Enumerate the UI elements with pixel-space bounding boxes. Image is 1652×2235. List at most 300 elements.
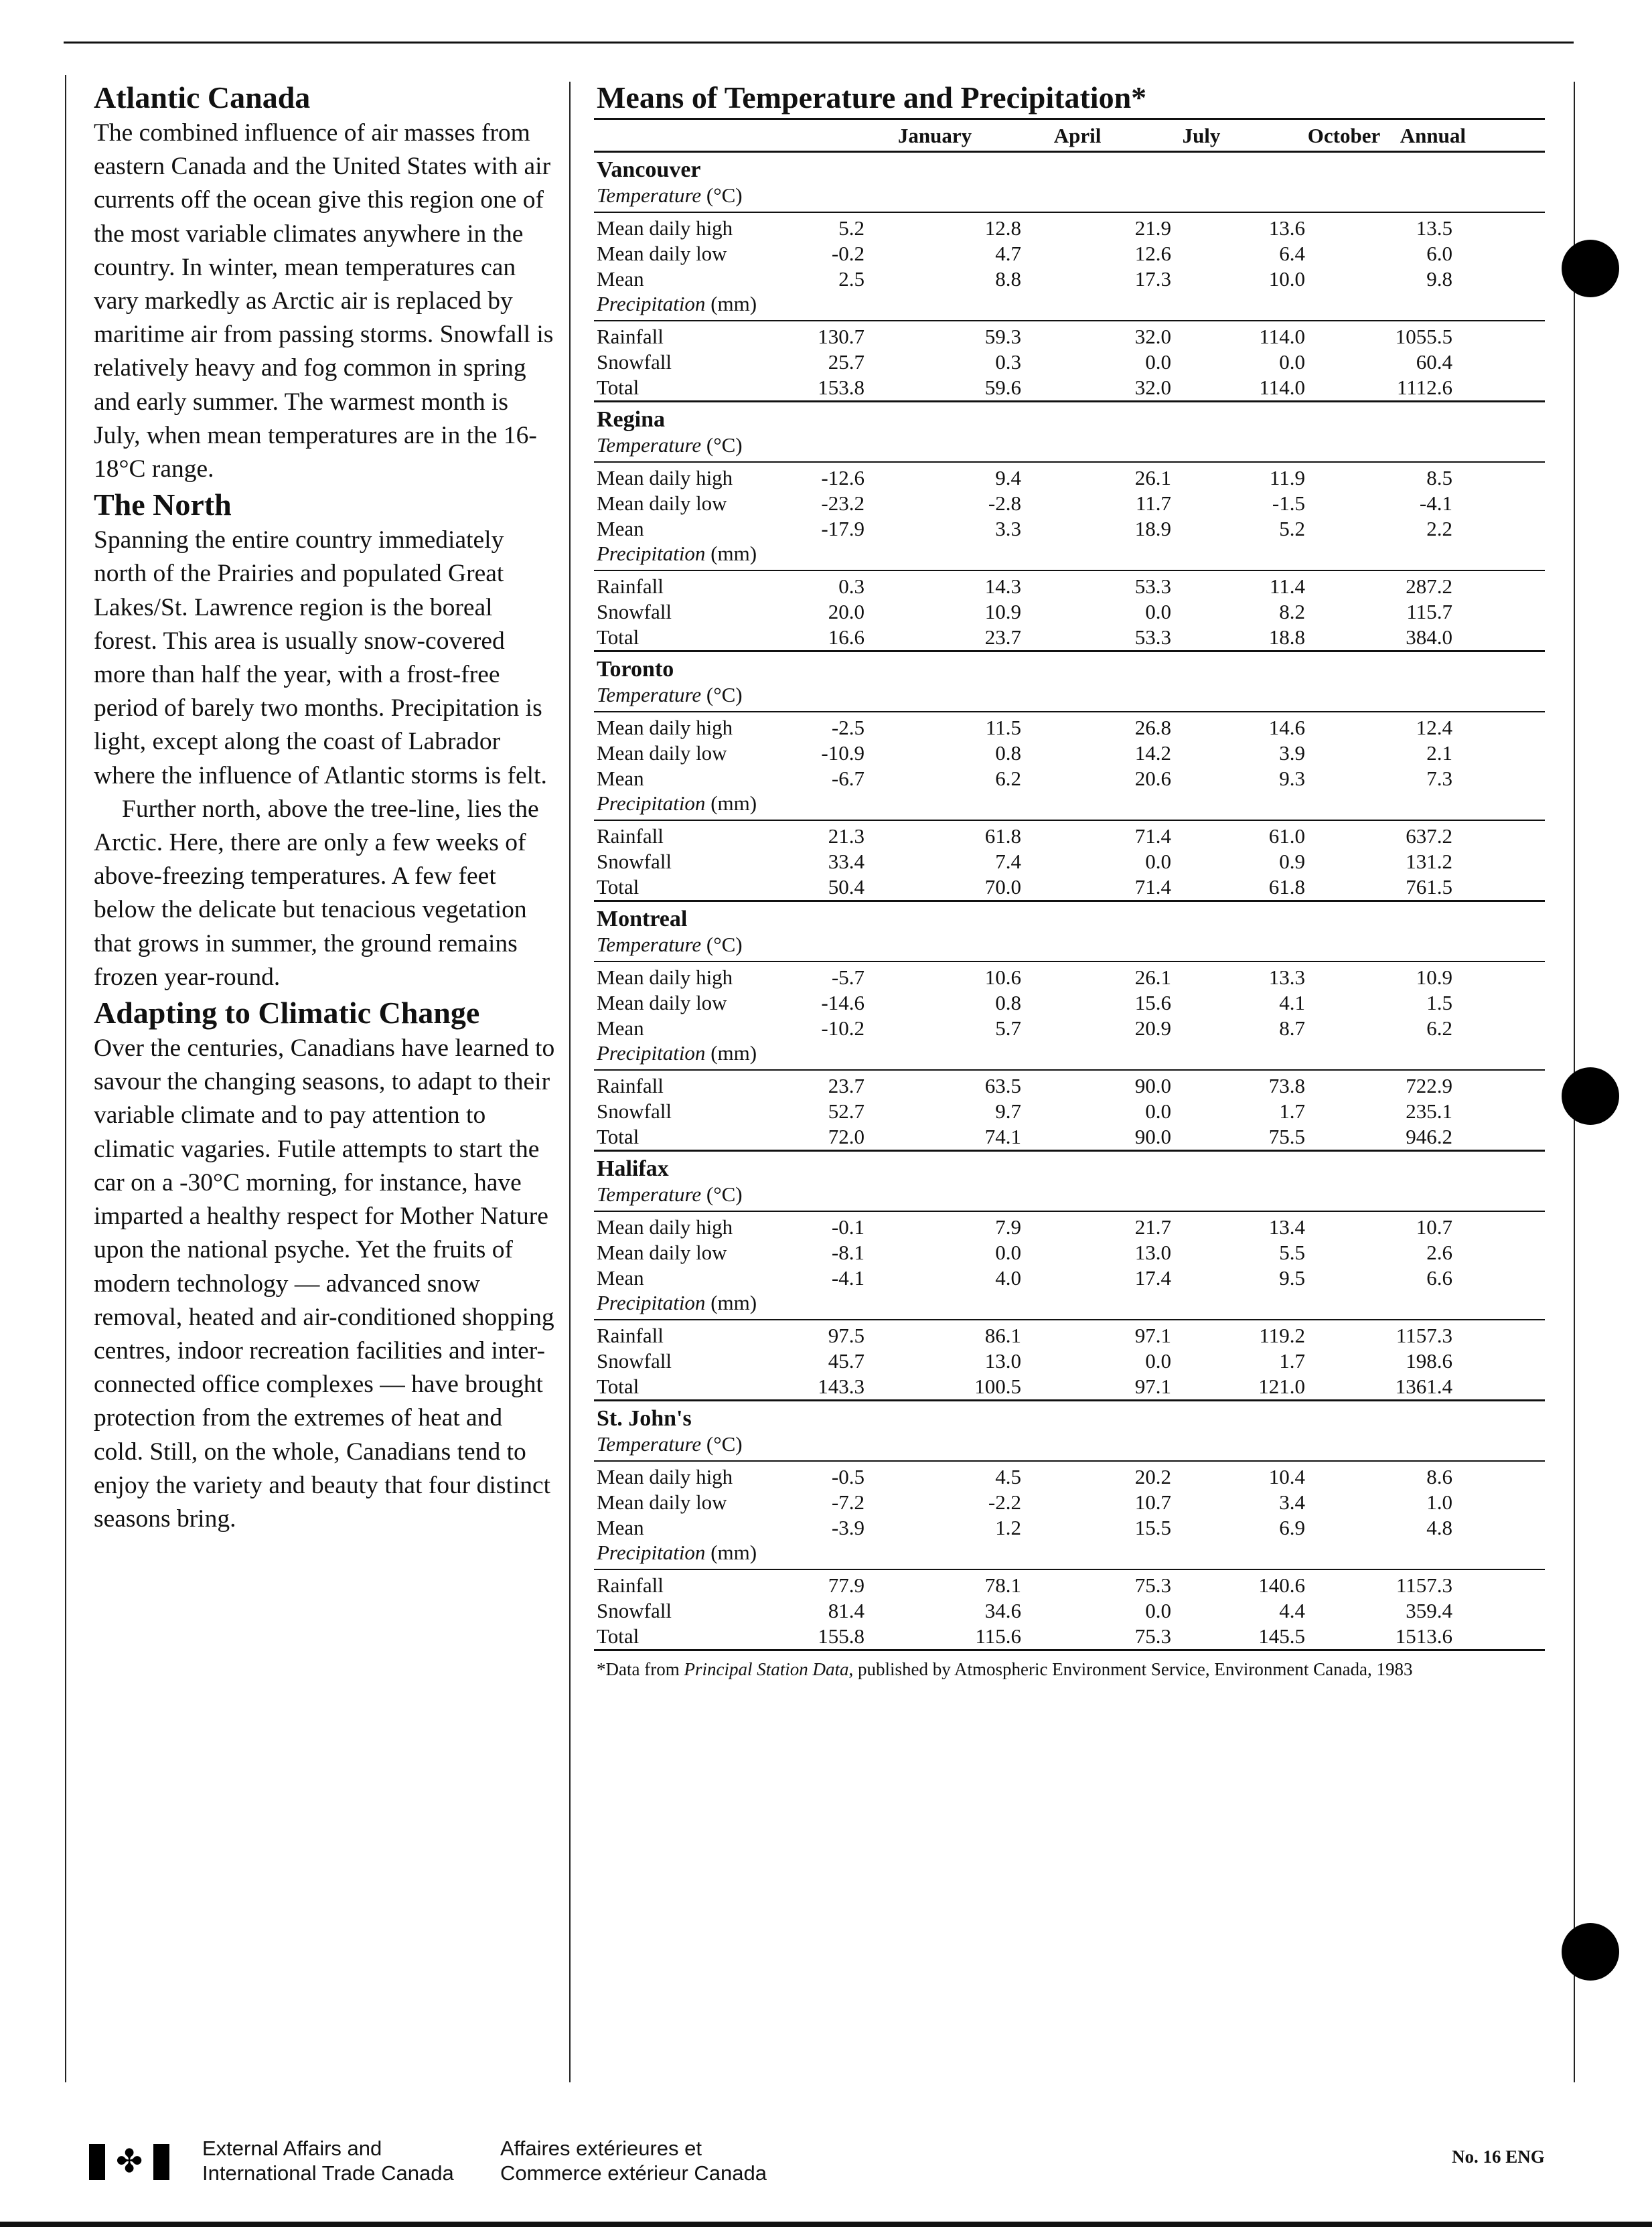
table-cell: 12.4 <box>1416 716 1452 739</box>
table-cell: 637.2 <box>1406 824 1452 848</box>
temperature-unit: (°C) <box>706 1432 743 1456</box>
table-row <box>594 324 1545 350</box>
precipitation-unit: (mm) <box>710 292 757 315</box>
table-cell: 0.3 <box>838 574 865 598</box>
temperature-unit: (°C) <box>706 183 743 207</box>
precipitation-unit: (mm) <box>710 1041 757 1065</box>
row-label: Mean daily high <box>597 716 733 739</box>
department-en-line-1: External Affairs and <box>202 2137 382 2160</box>
precipitation-subheading <box>597 292 1545 316</box>
row-label: Mean daily low <box>597 491 727 515</box>
table-cell: 14.3 <box>984 574 1021 598</box>
table-cell: 73.8 <box>1268 1074 1305 1097</box>
table-cell: 17.3 <box>1134 267 1171 291</box>
table-cell: 8.7 <box>1279 1016 1305 1040</box>
table-cell: 20.6 <box>1134 767 1171 790</box>
table-cell: 115.6 <box>975 1624 1021 1648</box>
precipitation-group <box>594 1069 1545 1150</box>
logo-left-bar <box>89 2144 105 2180</box>
binder-hole-top <box>1562 240 1619 297</box>
table-cell: 13.6 <box>1268 216 1305 240</box>
column-divider <box>569 82 571 2082</box>
table-row <box>594 715 1545 741</box>
row-label: Snowfall <box>597 850 672 873</box>
temperature-unit: (°C) <box>706 933 743 956</box>
table-cell: 153.8 <box>818 376 865 399</box>
table-row <box>594 375 1545 400</box>
temperature-group <box>594 212 1545 292</box>
temperature-subheading <box>597 683 1545 707</box>
table-cell: 81.4 <box>828 1599 865 1622</box>
precipitation-unit: (mm) <box>710 1541 757 1564</box>
table-cell: -17.9 <box>821 517 865 540</box>
precipitation-subheading <box>597 1291 1545 1315</box>
temperature-label: Temperature <box>597 1182 702 1206</box>
table-cell: 6.0 <box>1426 242 1452 265</box>
table-cell: 53.3 <box>1134 625 1171 649</box>
table-cell: 9.4 <box>995 466 1021 489</box>
table-cell: 0.0 <box>1145 850 1171 873</box>
table-cell: 946.2 <box>1406 1125 1452 1148</box>
table-cell: 0.0 <box>1145 1349 1171 1373</box>
row-label: Mean <box>597 767 644 790</box>
city-name: Halifax <box>597 1156 669 1181</box>
table-cell: 9.8 <box>1426 267 1452 291</box>
table-cell: 119.2 <box>1259 1324 1305 1347</box>
table-row <box>594 741 1545 766</box>
table-cell: 10.7 <box>1416 1215 1452 1239</box>
table-row <box>594 965 1545 990</box>
table-cell: 11.9 <box>1269 466 1305 489</box>
table-cell: 130.7 <box>818 325 865 348</box>
table-cell: -2.2 <box>988 1490 1021 1514</box>
temperature-subheading <box>597 1182 1545 1207</box>
temperature-label: Temperature <box>597 433 702 457</box>
column-header-july: July <box>1182 124 1221 147</box>
table-row <box>594 1348 1545 1374</box>
table-cell: 21.9 <box>1134 216 1171 240</box>
table-cell: 90.0 <box>1134 1074 1171 1097</box>
precipitation-unit: (mm) <box>710 1291 757 1314</box>
table-cell: 287.2 <box>1406 574 1452 598</box>
table-cell: 10.9 <box>984 600 1021 623</box>
maple-leaf-icon: ✤ <box>116 2143 143 2180</box>
table-row <box>594 1073 1545 1099</box>
table-cell: 63.5 <box>984 1074 1021 1097</box>
table-cell: 0.0 <box>1145 1599 1171 1622</box>
department-en-line-2: International Trade Canada <box>202 2161 454 2185</box>
row-label: Mean daily low <box>597 741 727 765</box>
table-cell: 26.8 <box>1134 716 1171 739</box>
table-cell: 61.8 <box>1268 875 1305 899</box>
table-row <box>594 1240 1545 1265</box>
table-cell: 4.5 <box>995 1465 1021 1488</box>
row-label: Snowfall <box>597 1599 672 1622</box>
table-cell: 26.1 <box>1134 966 1171 989</box>
table-cell: 18.9 <box>1134 517 1171 540</box>
precipitation-group <box>594 570 1545 650</box>
row-label: Total <box>597 1125 640 1148</box>
binder-hole-bottom <box>1562 1923 1619 1981</box>
precipitation-unit: (mm) <box>710 791 757 815</box>
temperature-subheading <box>597 433 1545 457</box>
row-label: Snowfall <box>597 600 672 623</box>
city-name: Vancouver <box>597 157 701 182</box>
table-row <box>594 1598 1545 1624</box>
table-row <box>594 1323 1545 1348</box>
table-cell: -2.8 <box>988 491 1021 515</box>
table-cell: 60.4 <box>1416 350 1452 374</box>
table-cell: 74.1 <box>984 1125 1021 1148</box>
table-cell: 1112.6 <box>1397 376 1452 399</box>
precipitation-label: Precipitation <box>597 292 706 315</box>
table-cell: 0.3 <box>995 350 1021 374</box>
table-row <box>594 241 1545 266</box>
table-cell: 1.7 <box>1279 1349 1305 1373</box>
table-cell: 59.6 <box>984 376 1021 399</box>
table-cell: 75.3 <box>1134 1624 1171 1648</box>
table-cell: 100.5 <box>974 1375 1021 1398</box>
city-block <box>594 656 1545 902</box>
left-margin-line <box>65 75 66 2082</box>
department-name-english <box>202 2136 454 2185</box>
table-row <box>594 1624 1545 1649</box>
table-row <box>594 1099 1545 1124</box>
table-cell: -0.1 <box>831 1215 865 1239</box>
table-cell: 384.0 <box>1406 625 1452 649</box>
table-cell: 145.5 <box>1258 1624 1305 1648</box>
table-cell: -0.2 <box>831 242 865 265</box>
table-cell: 50.4 <box>828 875 865 899</box>
paragraph-atlantic-canada: The combined influence of air masses from eastern Canada and the United States with air currents off the ocean give this region one of the most variable climates anywhere in the country. In winter, mean temperatures can vary markedly as Arctic air is replaced by maritime air from passing storms. Snowfall is relatively heavy and fog common in spring and early summer. The warmest month is July, when mean temperatures are in the 16-18°C range. <box>94 119 554 483</box>
table-cell: 59.3 <box>984 325 1021 348</box>
table-cell: 5.7 <box>995 1016 1021 1040</box>
table-cell: 20.0 <box>828 600 865 623</box>
table-cell: 722.9 <box>1406 1074 1452 1097</box>
table-cell: 1.0 <box>1426 1490 1452 1514</box>
row-label: Total <box>597 376 640 399</box>
temperature-label: Temperature <box>597 933 702 956</box>
table-cell: 9.3 <box>1279 767 1305 790</box>
table-cell: 61.0 <box>1268 824 1305 848</box>
row-label: Snowfall <box>597 1349 672 1373</box>
table-cell: 97.5 <box>828 1324 865 1347</box>
table-cell: 1513.6 <box>1395 1624 1452 1648</box>
heading-the-north: The North <box>94 487 232 522</box>
table-cell: 1157.3 <box>1396 1573 1452 1597</box>
department-fr-line-1: Affaires extérieures et <box>500 2137 702 2160</box>
row-label: Total <box>597 1375 640 1398</box>
footnote-source: Principal Station Data <box>684 1659 849 1679</box>
column-header-april: April <box>1053 124 1102 147</box>
table-cell: 198.6 <box>1406 1349 1452 1373</box>
table-cell: 13.3 <box>1268 966 1305 989</box>
table-row <box>594 1573 1545 1598</box>
table-cell: 1361.4 <box>1395 1375 1452 1398</box>
table-cell: 16.6 <box>828 625 865 649</box>
row-label: Rainfall <box>597 574 664 598</box>
table-cell: 61.8 <box>984 824 1021 848</box>
row-label: Mean <box>597 1516 644 1539</box>
table-cell: 11.4 <box>1269 574 1305 598</box>
table-cell: 12.6 <box>1134 242 1171 265</box>
table-cell: 97.1 <box>1134 1324 1171 1347</box>
table-cell: -2.5 <box>831 716 865 739</box>
table-cell: 4.1 <box>1279 991 1305 1014</box>
table-cell: -1.5 <box>1272 491 1305 515</box>
precipitation-subheading <box>597 1041 1545 1065</box>
table-cell: 131.2 <box>1406 850 1452 873</box>
row-label: Mean <box>597 267 644 291</box>
footnote-prefix: *Data from <box>597 1659 684 1679</box>
document-number: No. 16 ENG <box>1452 2147 1545 2167</box>
table-row <box>594 849 1545 874</box>
row-label: Mean daily high <box>597 966 733 989</box>
table-cell: 5.2 <box>838 216 865 240</box>
table-cell: 7.9 <box>995 1215 1021 1239</box>
temperature-group <box>594 1460 1545 1541</box>
table-footnote <box>597 1659 1545 1680</box>
column-header-january: January <box>897 124 972 147</box>
table-cell: 4.7 <box>995 242 1021 265</box>
table-cell: 140.6 <box>1258 1573 1305 1597</box>
table-cell: 1.5 <box>1426 991 1452 1014</box>
precipitation-group <box>594 1569 1545 1649</box>
table-cell: 11.5 <box>985 716 1021 739</box>
table-cell: 0.9 <box>1279 850 1305 873</box>
table-cell: 4.8 <box>1426 1516 1452 1539</box>
table-cell: -4.1 <box>831 1266 865 1290</box>
precipitation-group <box>594 820 1545 900</box>
table-row <box>594 1215 1545 1240</box>
table-cell: 90.0 <box>1134 1125 1171 1148</box>
table-cell: 2.2 <box>1426 517 1452 540</box>
temperature-group <box>594 461 1545 542</box>
table-row <box>594 625 1545 650</box>
table-cell: 7.4 <box>995 850 1021 873</box>
temperature-subheading <box>597 1432 1545 1456</box>
table-cell: 97.1 <box>1134 1375 1171 1398</box>
table-cell: -14.6 <box>821 991 865 1014</box>
table-cell: 0.0 <box>1145 1099 1171 1123</box>
table-cell: 4.4 <box>1279 1599 1305 1622</box>
table-header <box>594 118 1545 153</box>
table-cell: 5.5 <box>1279 1241 1305 1264</box>
row-label: Snowfall <box>597 350 672 374</box>
table-cell: 359.4 <box>1406 1599 1452 1622</box>
table-cell: 72.0 <box>828 1125 865 1148</box>
column-header-october: October <box>1307 124 1381 147</box>
table-cell: 78.1 <box>984 1573 1021 1597</box>
city-name: Regina <box>597 407 665 432</box>
heading-adapting: Adapting to Climatic Change <box>94 996 480 1030</box>
table-row <box>594 874 1545 900</box>
table-cell: 10.7 <box>1134 1490 1171 1514</box>
temperature-unit: (°C) <box>706 1182 743 1206</box>
city-name: St. John's <box>597 1406 692 1431</box>
table-cell: -3.9 <box>831 1516 865 1539</box>
city-block <box>594 1405 1545 1651</box>
table-cell: -7.2 <box>831 1490 865 1514</box>
table-cell: 11.7 <box>1135 491 1171 515</box>
page-footer <box>0 2129 1652 2210</box>
temperature-subheading <box>597 183 1545 208</box>
precipitation-label: Precipitation <box>597 1041 706 1065</box>
table-cell: 33.4 <box>828 850 865 873</box>
precipitation-label: Precipitation <box>597 791 706 815</box>
row-label: Rainfall <box>597 824 664 848</box>
row-label: Rainfall <box>597 1324 664 1347</box>
table-cell: 6.9 <box>1279 1516 1305 1539</box>
table-cell: 75.3 <box>1134 1573 1171 1597</box>
table-cell: 13.5 <box>1416 216 1452 240</box>
row-label: Total <box>597 625 640 649</box>
table-cell: -12.6 <box>821 466 865 489</box>
table-cell: 7.3 <box>1426 767 1452 790</box>
table-cell: -23.2 <box>821 491 865 515</box>
table-cell: 26.1 <box>1134 466 1171 489</box>
precipitation-group <box>594 1319 1545 1399</box>
table-cell: 9.5 <box>1279 1266 1305 1290</box>
table-row <box>594 465 1545 491</box>
row-label: Rainfall <box>597 325 664 348</box>
temperature-label: Temperature <box>597 683 702 706</box>
table-row <box>594 516 1545 542</box>
city-block <box>594 157 1545 402</box>
row-label: Mean daily low <box>597 1241 727 1264</box>
table-cell: -10.2 <box>821 1016 865 1040</box>
temperature-unit: (°C) <box>706 433 743 457</box>
table-cell: 15.6 <box>1134 991 1171 1014</box>
precipitation-group <box>594 320 1545 400</box>
temperature-label: Temperature <box>597 183 702 207</box>
temperature-subheading <box>597 933 1545 957</box>
table-cell: 0.0 <box>995 1241 1021 1264</box>
table-cell: 9.7 <box>995 1099 1021 1123</box>
row-label: Mean daily high <box>597 216 733 240</box>
table-cell: 20.9 <box>1134 1016 1171 1040</box>
row-label: Rainfall <box>597 1074 664 1097</box>
table-cell: 32.0 <box>1134 376 1171 399</box>
table-cell: 1.2 <box>995 1516 1021 1539</box>
temperature-group <box>594 711 1545 791</box>
row-label: Mean daily low <box>597 1490 727 1514</box>
table-cell: 0.8 <box>995 741 1021 765</box>
row-label: Mean daily high <box>597 466 733 489</box>
table-row <box>594 1374 1545 1399</box>
table-cell: 20.2 <box>1134 1465 1171 1488</box>
table-cell: -8.1 <box>831 1241 865 1264</box>
paragraph-the-north-1: Spanning the entire country immediately north of the Prairies and populated Great Lakes/St. Lawrence region is the boreal forest. This area is usually snow-covered more than half the year, with a frost-free period of barely two months. Precipitation is light, except along the coast of Labrador where the influence of Atlantic storms is felt. <box>94 526 547 789</box>
paragraph-the-north-2: Further north, above the tree-line, lies the Arctic. Here, there are only a few weeks of above-freezing temperatures. A few feet below the delicate but tenacious vegetation that grows in summer, the ground remains frozen year-round. <box>94 795 539 991</box>
temperature-unit: (°C) <box>706 683 743 706</box>
canada-wordmark-logo <box>89 2139 169 2181</box>
table-row <box>594 574 1545 599</box>
paragraph-adapting: Over the centuries, Canadians have learned to savour the changing seasons, to adapt to their variable climate and to pay attention to climatic vagaries. Futile attempts to start the car on a -30°C morning, for instance, have imparted a healthy respect for Mother Nature upon the national psyche. Yet the fruits of modern technology — advanced snow removal, heated and air-conditioned shopping centres, indoor recreation facilities and inter-connected office complexes — have brought protection from the extremes of heat and cold. Still, on the whole, Canadians tend to enjoy the variety and beauty that four distinct seasons bring. <box>94 1034 555 1533</box>
table-cell: 155.8 <box>818 1624 865 1648</box>
city-block <box>594 406 1545 652</box>
table-row <box>594 216 1545 241</box>
row-label: Snowfall <box>597 1099 672 1123</box>
table-row <box>594 1265 1545 1291</box>
row-label: Mean <box>597 517 644 540</box>
city-blocks <box>594 157 1545 1651</box>
table-cell: 3.4 <box>1279 1490 1305 1514</box>
table-row <box>594 1464 1545 1490</box>
footnote-suffix: , published by Atmospheric Environment Service, Environment Canada, 1983 <box>848 1659 1413 1679</box>
table-cell: 6.2 <box>1426 1016 1452 1040</box>
table-title: Means of Temperature and Precipitation* <box>597 80 1147 114</box>
table-cell: -4.1 <box>1419 491 1452 515</box>
precipitation-label: Precipitation <box>597 1541 706 1564</box>
table-cell: 1.7 <box>1279 1099 1305 1123</box>
table-cell: 8.8 <box>995 267 1021 291</box>
city-block <box>594 1156 1545 1401</box>
table-row <box>594 824 1545 849</box>
row-label: Total <box>597 1624 640 1648</box>
table-cell: 14.6 <box>1268 716 1305 739</box>
table-cell: 8.2 <box>1279 600 1305 623</box>
table-cell: 8.6 <box>1426 1465 1452 1488</box>
precipitation-unit: (mm) <box>710 542 757 565</box>
city-name: Montreal <box>597 907 688 931</box>
table-cell: 71.4 <box>1134 824 1171 848</box>
department-name-french <box>500 2136 767 2185</box>
climate-table <box>594 79 1545 1680</box>
table-cell: 3.9 <box>1279 741 1305 765</box>
table-cell: 18.8 <box>1268 625 1305 649</box>
table-cell: 114.0 <box>1259 325 1305 348</box>
table-cell: 32.0 <box>1134 325 1171 348</box>
table-cell: 761.5 <box>1406 875 1452 899</box>
table-cell: -10.9 <box>821 741 865 765</box>
table-cell: 6.2 <box>995 767 1021 790</box>
table-cell: 10.0 <box>1268 267 1305 291</box>
table-cell: 3.3 <box>995 517 1021 540</box>
table-cell: 2.1 <box>1426 741 1452 765</box>
table-cell: 6.4 <box>1279 242 1305 265</box>
department-fr-line-2: Commerce extérieur Canada <box>500 2161 767 2185</box>
row-label: Mean daily high <box>597 1215 733 1239</box>
table-cell: 10.6 <box>984 966 1021 989</box>
table-cell: -0.5 <box>831 1465 865 1488</box>
temperature-group <box>594 961 1545 1041</box>
table-row <box>594 1124 1545 1150</box>
heading-atlantic-canada: Atlantic Canada <box>94 80 311 114</box>
table-cell: 12.8 <box>984 216 1021 240</box>
table-cell: 14.2 <box>1134 741 1171 765</box>
bottom-rule <box>0 2222 1652 2227</box>
row-label: Rainfall <box>597 1573 664 1597</box>
table-cell: 0.8 <box>995 991 1021 1014</box>
row-label: Mean daily low <box>597 991 727 1014</box>
table-row <box>594 599 1545 625</box>
table-row <box>594 350 1545 375</box>
table-row <box>594 990 1545 1016</box>
table-cell: 1157.3 <box>1396 1324 1452 1347</box>
table-cell: 10.4 <box>1268 1465 1305 1488</box>
table-cell: 5.2 <box>1279 517 1305 540</box>
binder-hole-middle <box>1562 1067 1619 1125</box>
table-cell: 121.0 <box>1258 1375 1305 1398</box>
table-cell: -6.7 <box>831 767 865 790</box>
table-cell: 86.1 <box>984 1324 1021 1347</box>
table-cell: 235.1 <box>1406 1099 1452 1123</box>
logo-right-bar <box>153 2144 169 2180</box>
row-label: Mean <box>597 1016 644 1040</box>
table-cell: 70.0 <box>984 875 1021 899</box>
row-label: Total <box>597 875 640 899</box>
